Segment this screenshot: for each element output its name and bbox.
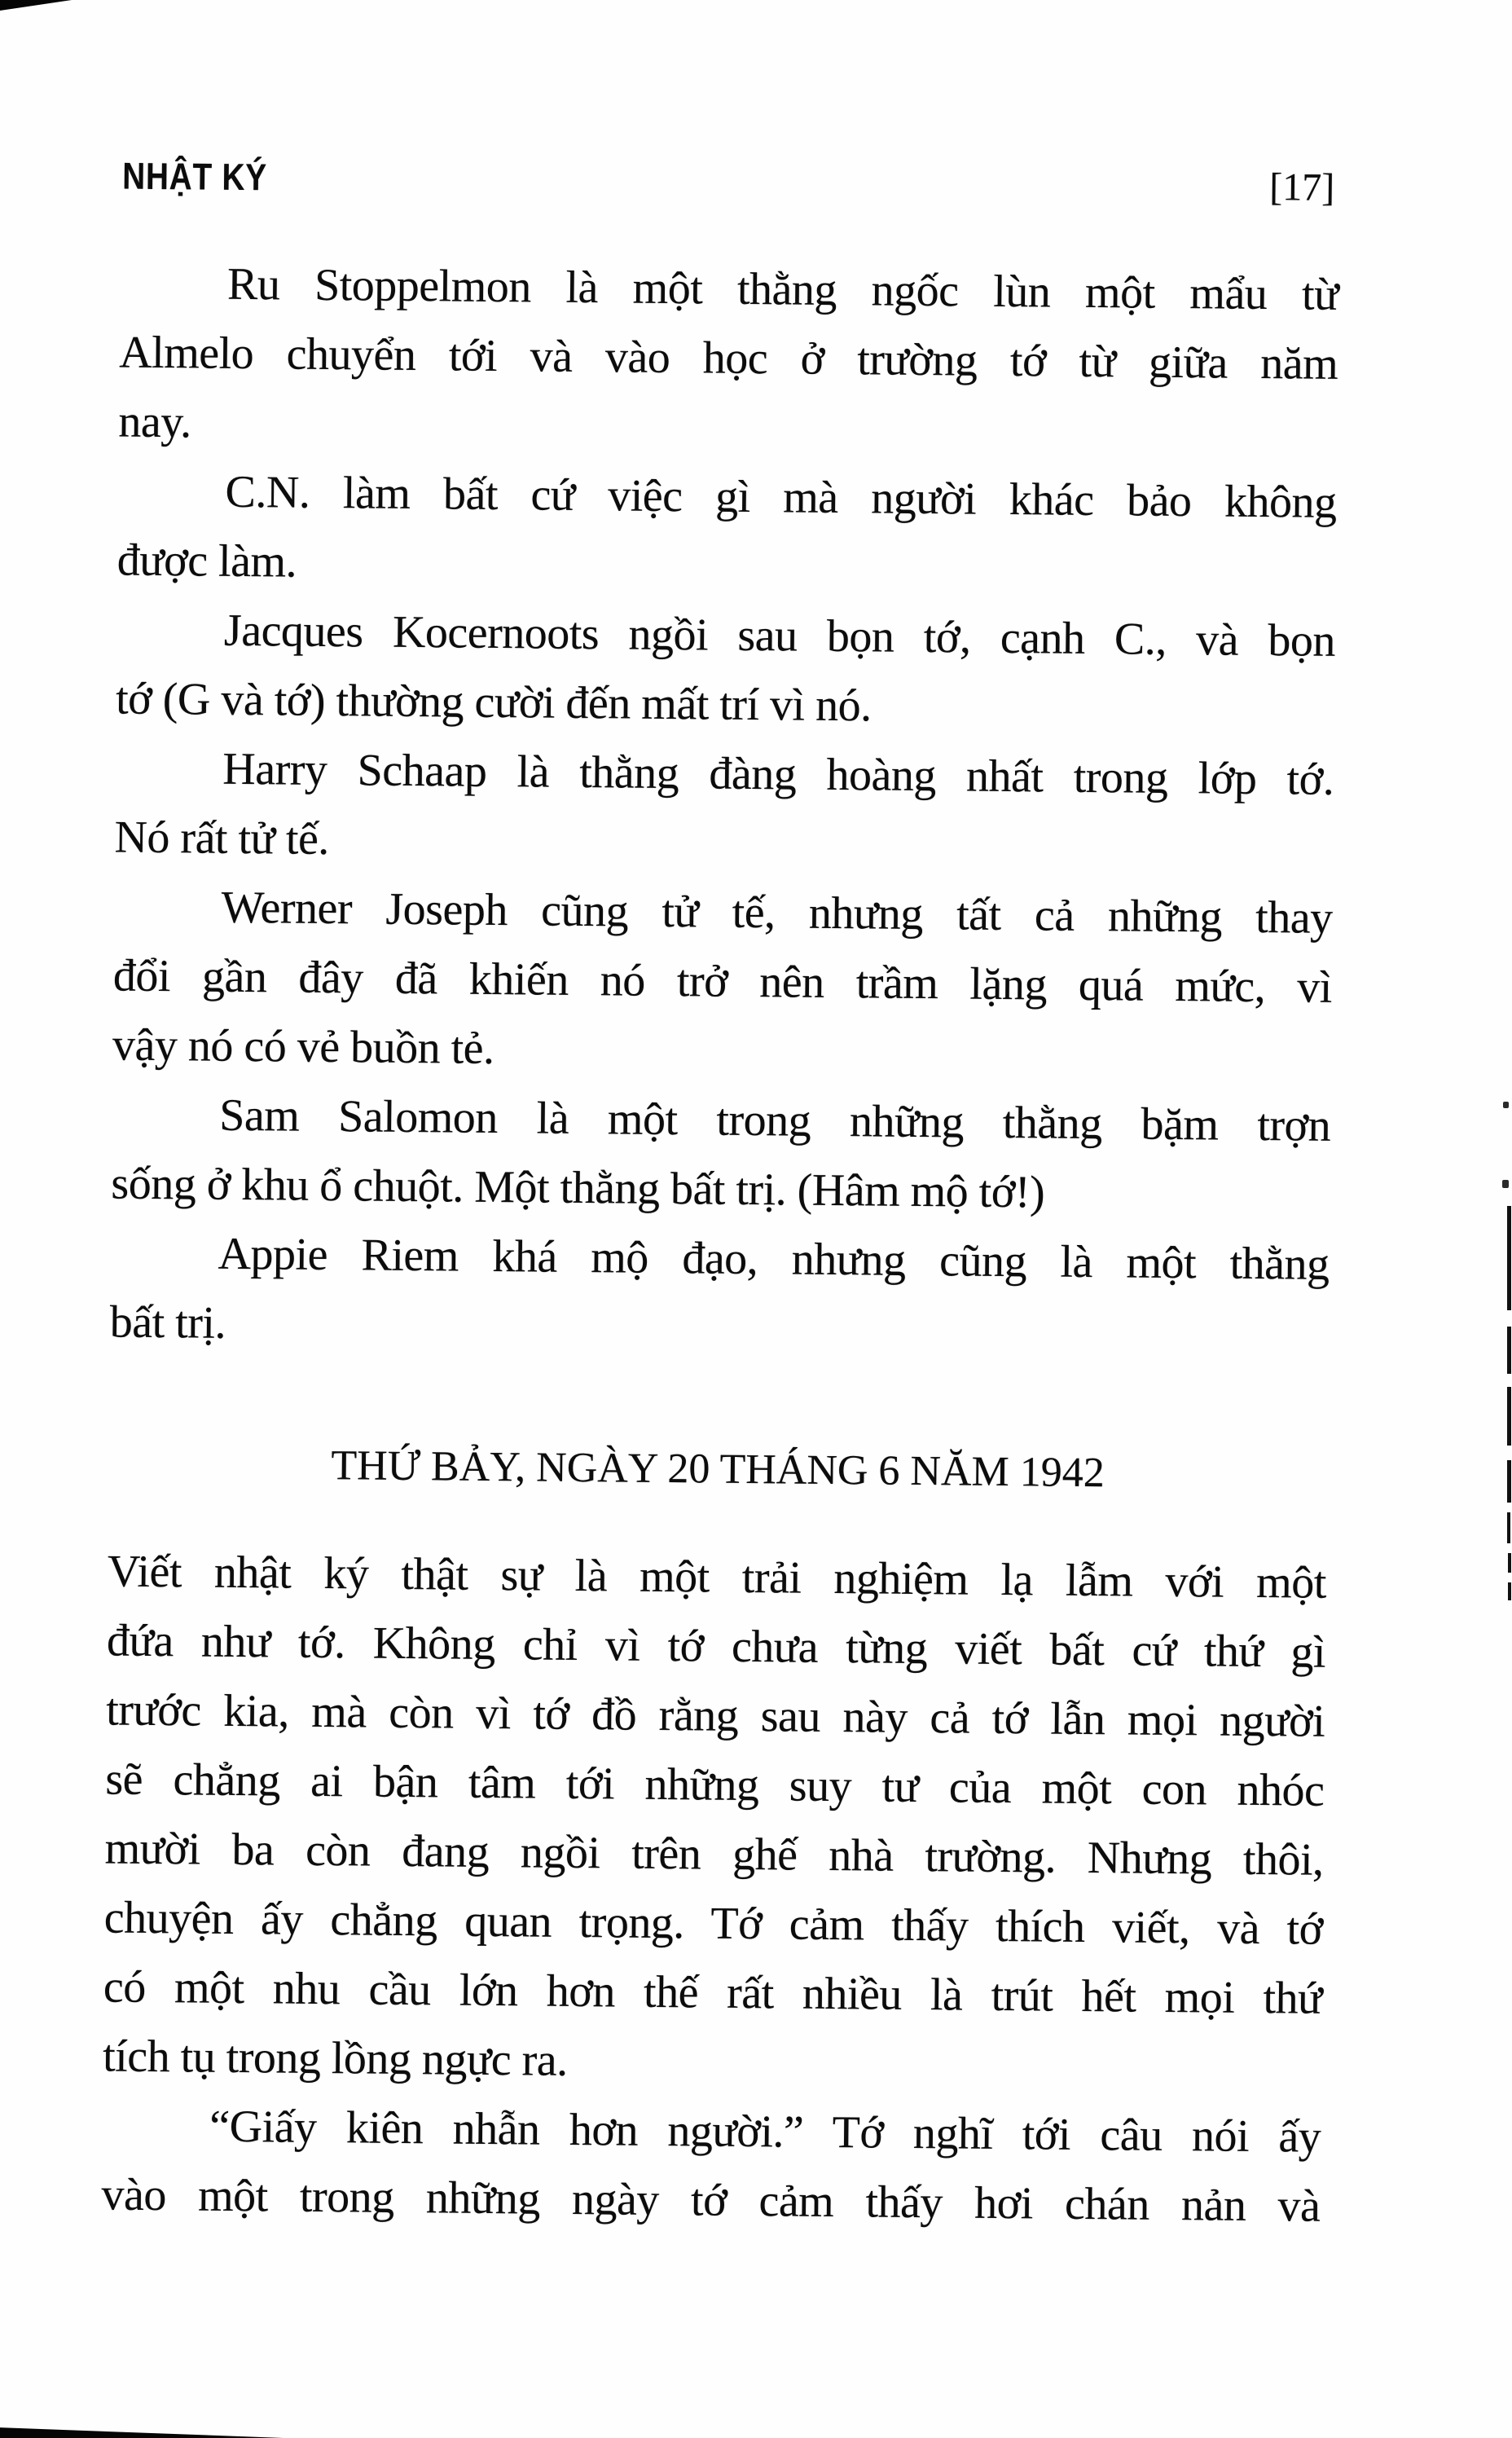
page-number: [17]: [1269, 165, 1335, 209]
text-line: chuyện ấy chẳng quan trọng. Tớ cảm thấy thích viết, và tớ: [103, 1892, 1324, 1955]
paragraph: [114, 734, 1334, 884]
text-line: Harry Schaap là thằng đàng hoàng nhất trong lớp tớ.: [222, 743, 1334, 805]
text-line: Appie Riem khá mộ đạo, nhưng cũng là một thằng: [218, 1228, 1330, 1290]
paragraph: [109, 1218, 1330, 1368]
text-line: Viết nhật ký thật sự là một trải nghiệm lạ lẫm với một: [107, 1546, 1327, 1608]
entry-date-heading: THỨ BẢY, NGÀY 20 THÁNG 6 NĂM 1942: [331, 1442, 1105, 1497]
paragraph: [116, 457, 1337, 607]
text-line: C.N. làm bất cứ việc gì mà người khác bảo không: [225, 466, 1337, 528]
text-line: Ru Stoppelmon là một thằng ngốc lùn một mẩu từ: [226, 258, 1339, 320]
text-line: bất trị.: [109, 1296, 226, 1349]
text-line: có một nhu cầu lớn hơn thế rất nhiều là trút hết mọi thứ: [103, 1961, 1323, 2024]
page-body: [101, 249, 1338, 2242]
text-line: đổi gần đây đã khiến nó trở nên trầm lặng quá mức, vì: [112, 950, 1333, 1013]
scan-artifact-dash: [1508, 1582, 1511, 1600]
text-line: Werner Joseph cũng tử tế, nhưng tất cả những thay: [221, 882, 1333, 944]
scan-artifact-dash: [1508, 1553, 1511, 1573]
text-line: mười ba còn đang ngồi trên ghế nhà trường. Nhưng thôi,: [104, 1823, 1324, 1886]
scan-artifact-dash: [1507, 1460, 1511, 1503]
scan-artifact-speck: [1502, 1180, 1509, 1188]
text-line: vào một trong những ngày tớ cảm thấy hơi chán nản và: [101, 2169, 1321, 2232]
text-line: tích tụ trong lồng ngực ra.: [102, 2031, 568, 2086]
scan-artifact-dash: [1507, 1512, 1510, 1543]
scan-artifact-dash: [1507, 1327, 1511, 1374]
text-line: nay.: [118, 396, 191, 448]
paragraph: [112, 873, 1333, 1092]
paragraph: [101, 2091, 1321, 2241]
text-line: được làm.: [116, 535, 297, 587]
paragraph: [116, 596, 1336, 746]
text-line: “Giấy kiên nhẫn hơn người.” Tớ nghĩ tới câu nói ấy: [209, 2101, 1321, 2163]
scan-artifact-speck: [1503, 1102, 1509, 1108]
running-header-title: NHẬT KÝ: [122, 154, 268, 199]
text-line: Sam Salomon là một trong những thằng bặm trợn: [218, 1089, 1331, 1151]
text-line: tớ (G và tớ) thường cười đến mất trí vì nó.: [115, 673, 872, 732]
text-line: sẽ chẳng ai bận tâm tới những suy tư của một con nhóc: [105, 1754, 1325, 1816]
text-line: Nó rất tử tế.: [114, 812, 330, 865]
text-line: sống ở khu ổ chuột. Một thằng bất trị. (Hâm mộ tớ!): [111, 1158, 1045, 1218]
text-line: đứa như tớ. Không chỉ vì tớ chưa từng viết bất cứ thứ gì: [106, 1615, 1326, 1678]
text-line: vậy nó có vẻ buồn tẻ.: [112, 1019, 494, 1074]
scan-artifact-dash: [1507, 1206, 1511, 1310]
paragraph: [111, 1080, 1331, 1230]
text-line: Jacques Kocernoots ngồi sau bọn tớ, cạnh C., và bọn: [223, 605, 1336, 667]
text-line: trước kia, mà còn vì tớ đồ rằng sau này cả tớ lẫn mọi người: [105, 1684, 1325, 1747]
paragraph: [103, 1537, 1326, 2102]
text-line: Almelo chuyển tới và vào học ở trường tớ từ giữa năm: [118, 327, 1338, 389]
running-header: [122, 154, 1334, 210]
paragraph: [118, 249, 1338, 469]
scan-artifact-dash: [1507, 1387, 1511, 1446]
